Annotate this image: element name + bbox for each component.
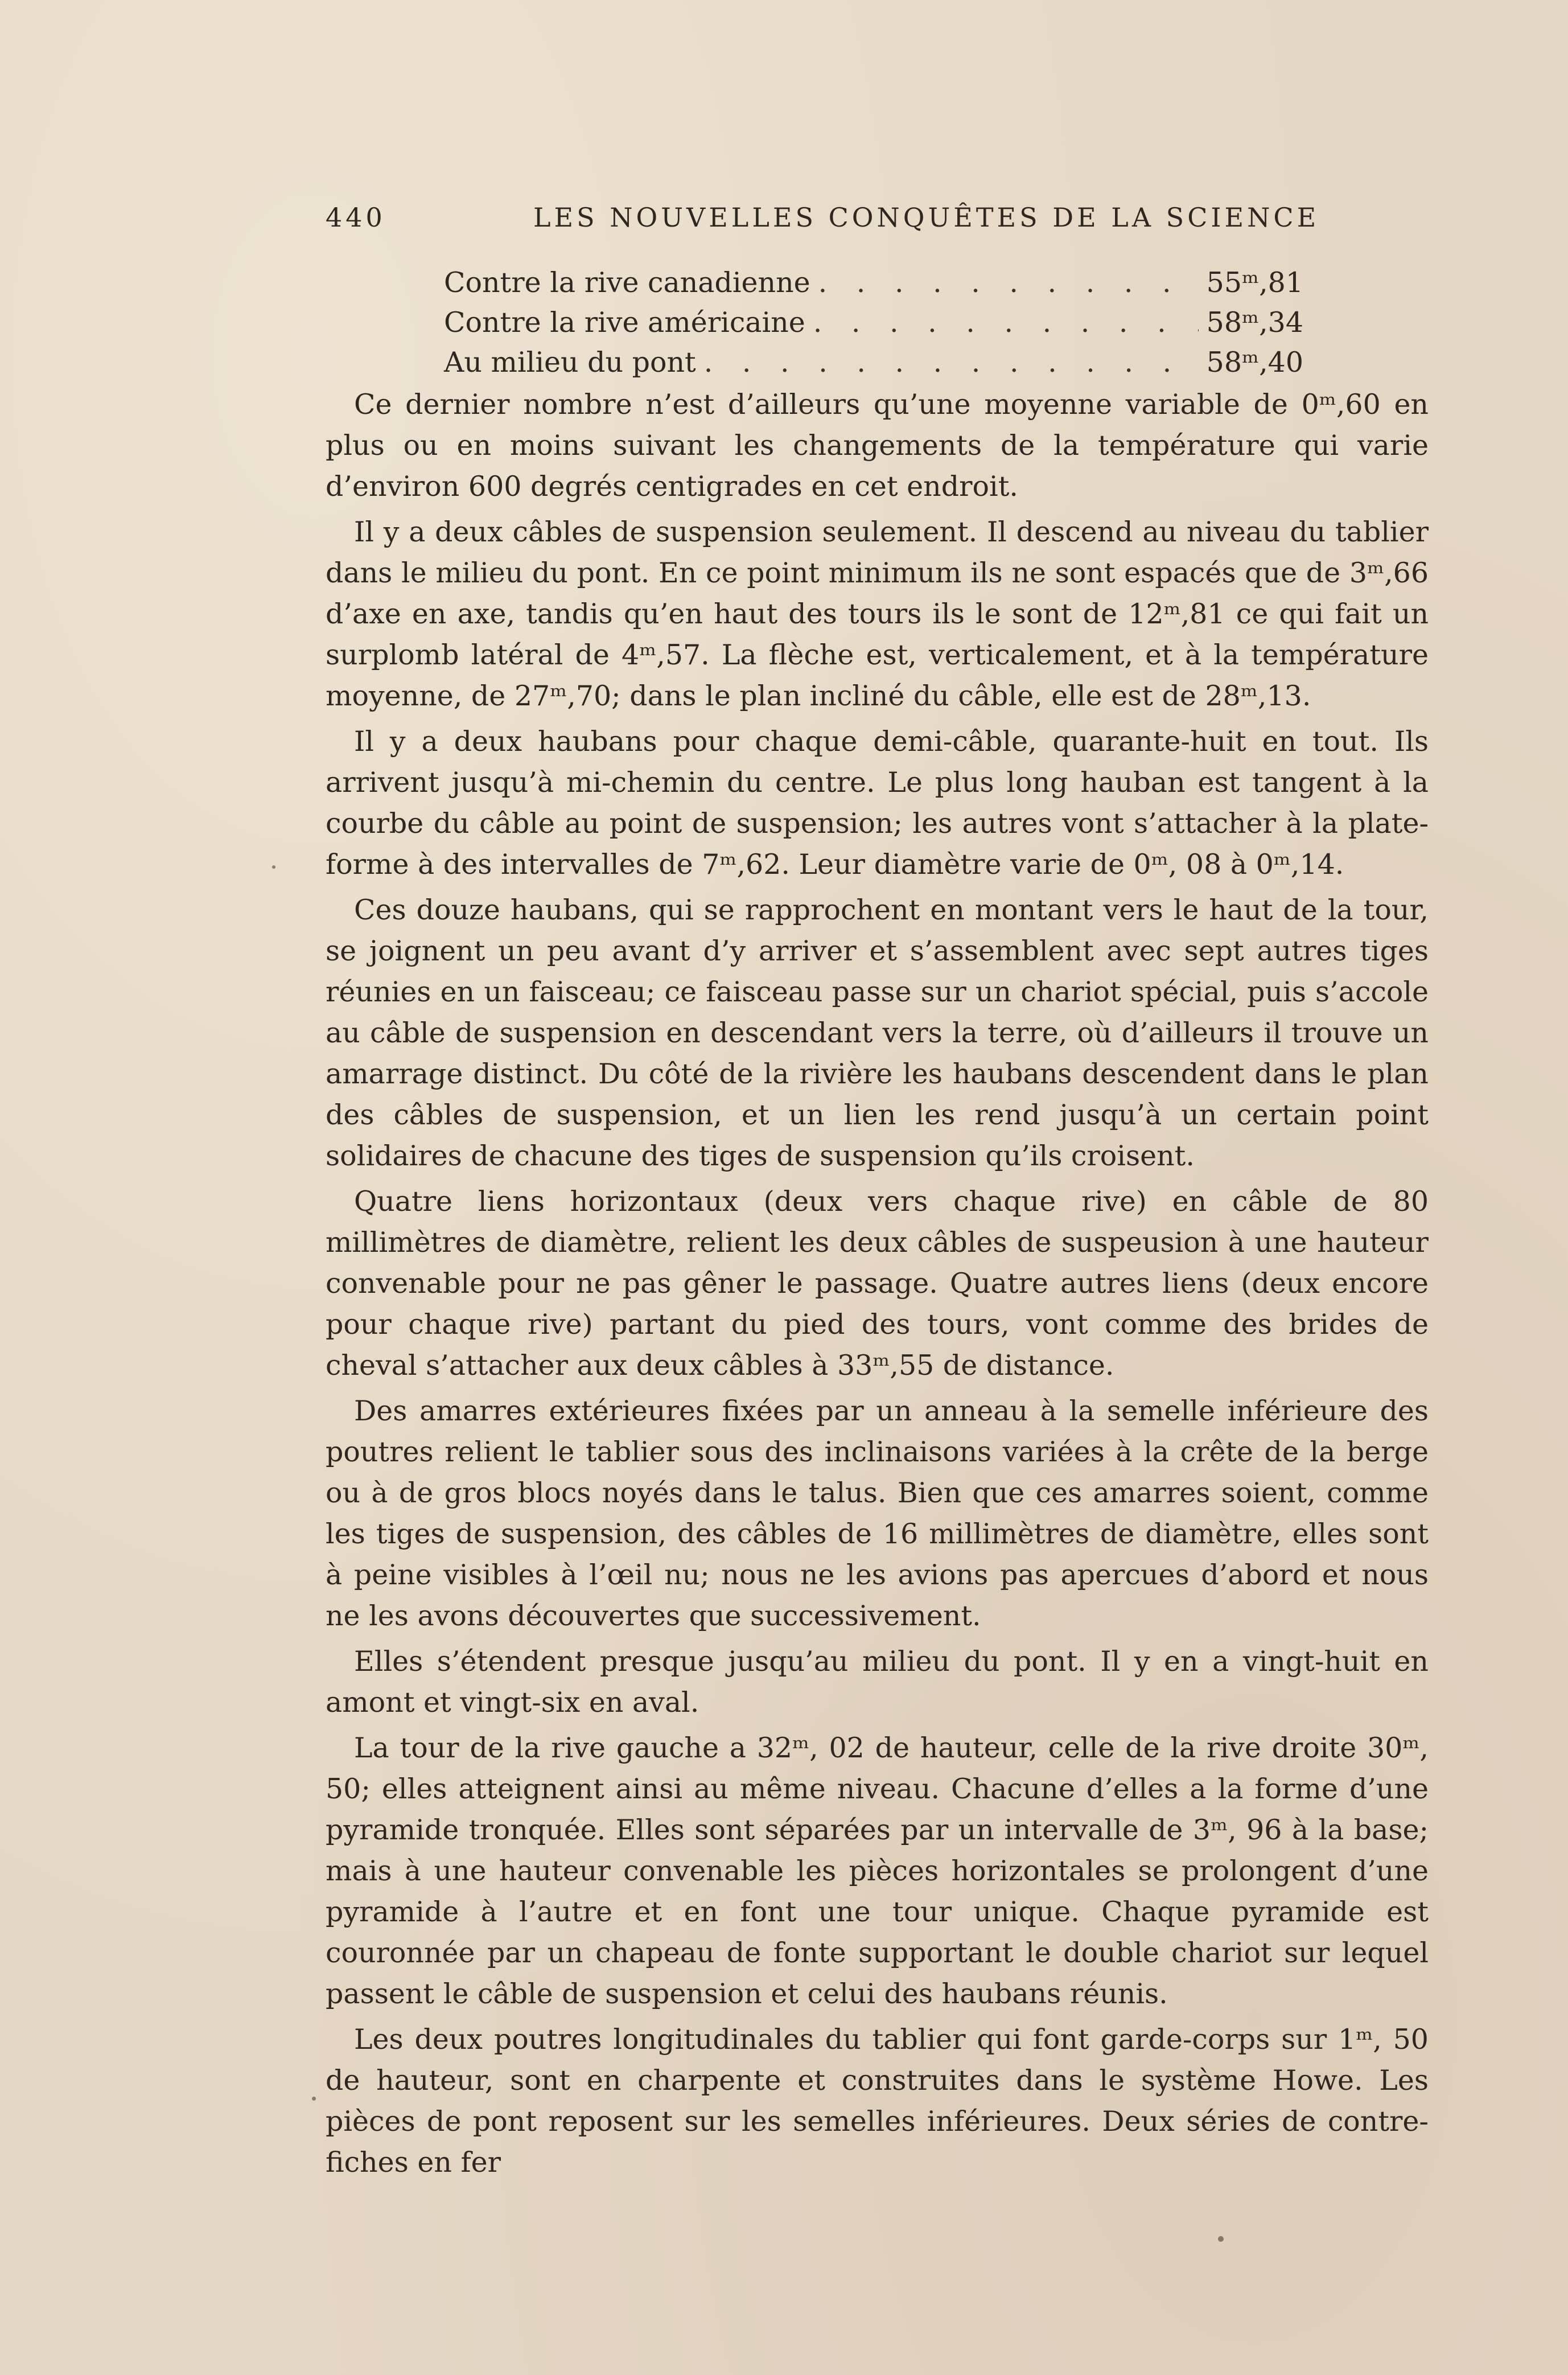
paper-speck: [312, 2097, 316, 2101]
row-label: Contre la rive américaine: [444, 306, 805, 339]
dot-leader: [704, 343, 1199, 383]
table-row: [444, 263, 1303, 303]
paper-speck: [272, 865, 275, 869]
table-row: [444, 303, 1303, 343]
paragraph: Quatre liens horizontaux (deux vers chaque rive) en câble de 80 millimètres de diamètre, relient les deux câbles de suspeusion à une hauteur convenable pour ne pas gêner le passage. Quatre autres liens (deux encore pour chaque rive) partant du pied des tours, vont comme des brides de cheval s’attacher aux deux câbles à 33ᵐ,55 de distance.: [326, 1185, 1429, 1382]
dot-leader: [818, 263, 1199, 303]
table-row: [444, 343, 1303, 383]
row-value: 58ᵐ,40: [1206, 346, 1303, 379]
paragraph: Des amarres extérieures fixées par un anneau à la semelle inférieure des poutres relient le tablier sous des inclinaisons variées à la crête de la berge ou à de gros blocs noyés dans le talus. Bien que ces amarres soient, comme les tiges de suspension, des câbles de 16 millimètres de diamètre, elles sont à peine visibles à l’œil nu; nous ne les avions pas apercues d’abord et nous ne les avons découvertes que successivement.: [326, 1395, 1429, 1632]
row-value: 55ᵐ,81: [1206, 266, 1303, 299]
paragraph: La tour de la rive gauche a 32ᵐ, 02 de hauteur, celle de la rive droite 30ᵐ, 50; elles atteignent ainsi au même niveau. Chacune d’elles a la forme d’une pyramide tronquée. Elles sont séparées par un intervalle de 3ᵐ, 96 à la base; mais à une hauteur convenable les pièces horizontales se prolongent d’une pyramide à l’autre et en font une tour unique. Chaque pyramide est couronnée par un chapeau de fonte supportant le double chariot sur lequel passent le câble de suspension et celui des haubans réunis.: [326, 1732, 1429, 2010]
row-value: 58ᵐ,34: [1206, 306, 1303, 339]
dot-leader: [813, 303, 1199, 343]
paragraph: Il y a deux haubans pour chaque demi-câble, quarante-huit en tout. Ils arrivent jusqu’à mi-chemin du centre. Le plus long hauban est tangent à la courbe du câble au point de suspension; les autres vont s’attacher à la plate-forme à des intervalles de 7ᵐ,62. Leur diamètre varie de 0ᵐ, 08 à 0ᵐ,14.: [326, 725, 1429, 881]
paper-speck: [1218, 2236, 1224, 2242]
row-label: Contre la rive canadienne: [444, 266, 810, 299]
paragraph: Ces douze haubans, qui se rapprochent en montant vers le haut de la tour, se joignent un peu avant d’y arriver et s’assemblent avec sept autres tiges réunies en un faisceau; ce faisceau passe sur un chariot spécial, puis s’accole au câble de suspension en descendant vers la terre, où d’ailleurs il trouve un amarrage distinct. Du côté de la rivière les haubans descendent dans le plan des câbles de suspension, et un lien les rend jusqu’à un certain point solidaires de chacune des tiges de suspension qu’ils croisent.: [326, 894, 1429, 1172]
running-head: [326, 202, 1320, 242]
paragraph: Ce dernier nombre n’est d’ailleurs qu’une moyenne variable de 0ᵐ,60 en plus ou en moins suivant les changements de la température qui varie d’environ 600 degrés centigrades en cet endroit.: [326, 388, 1429, 503]
paragraph: Elles s’étendent presque jusqu’au milieu du pont. Il y en a vingt-huit en amont et vingt-six en aval.: [326, 1645, 1429, 1719]
paragraph: Il y a deux câbles de suspension seulement. Il descend au niveau du tablier dans le milieu du pont. En ce point minimum ils ne sont espacés que de 3ᵐ,66 d’axe en axe, tandis qu’en haut des tours ils le sont de 12ᵐ,81 ce qui fait un surplomb latéral de 4ᵐ,57. La flèche est, verticalement, et à la température moyenne, de 27ᵐ,70; dans le plan incliné du câble, elle est de 28ᵐ,13.: [326, 516, 1429, 712]
row-label: Au milieu du pont: [444, 346, 696, 379]
body-text: [326, 384, 1429, 2188]
paragraph: Les deux poutres longitudinales du tablier qui font garde-corps sur 1ᵐ, 50 de hauteur, sont en charpente et construites dans le système Howe. Les pièces de pont reposent sur les semelles inférieures. Deux séries de contre-fiches en fer: [326, 2023, 1429, 2179]
running-title: LES NOUVELLES CONQUÊTES DE LA SCIENCE: [533, 202, 1320, 233]
measurement-table: [444, 263, 1303, 383]
page-number: 440: [326, 202, 386, 233]
